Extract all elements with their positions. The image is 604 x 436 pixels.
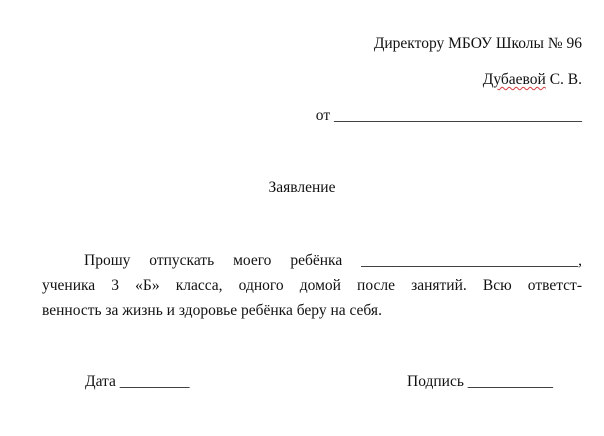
date-field: Дата _________ xyxy=(85,373,190,390)
signature-field: Подпись ___________ xyxy=(407,373,554,390)
statement-body xyxy=(42,248,582,323)
statement-line-2: ученика 3 «Б» класса, одного домой после занятий. Всю ответст- xyxy=(42,277,582,294)
recipient-surname: Дубаевой xyxy=(482,71,546,88)
recipient-name xyxy=(483,70,582,90)
statement-line-3: венность за жизнь и здоровье ребёнка беру на себя. xyxy=(42,302,382,319)
sender-line: от ________________________________ xyxy=(315,107,582,124)
recipient-initials: С. В. xyxy=(545,71,582,88)
recipient-position: Директору МБОУ Школы № 96 xyxy=(373,35,582,52)
statement-line-1: Прошу отпускать моего ребёнка ____________________________, xyxy=(84,252,582,269)
document-title: Заявление xyxy=(268,179,336,196)
